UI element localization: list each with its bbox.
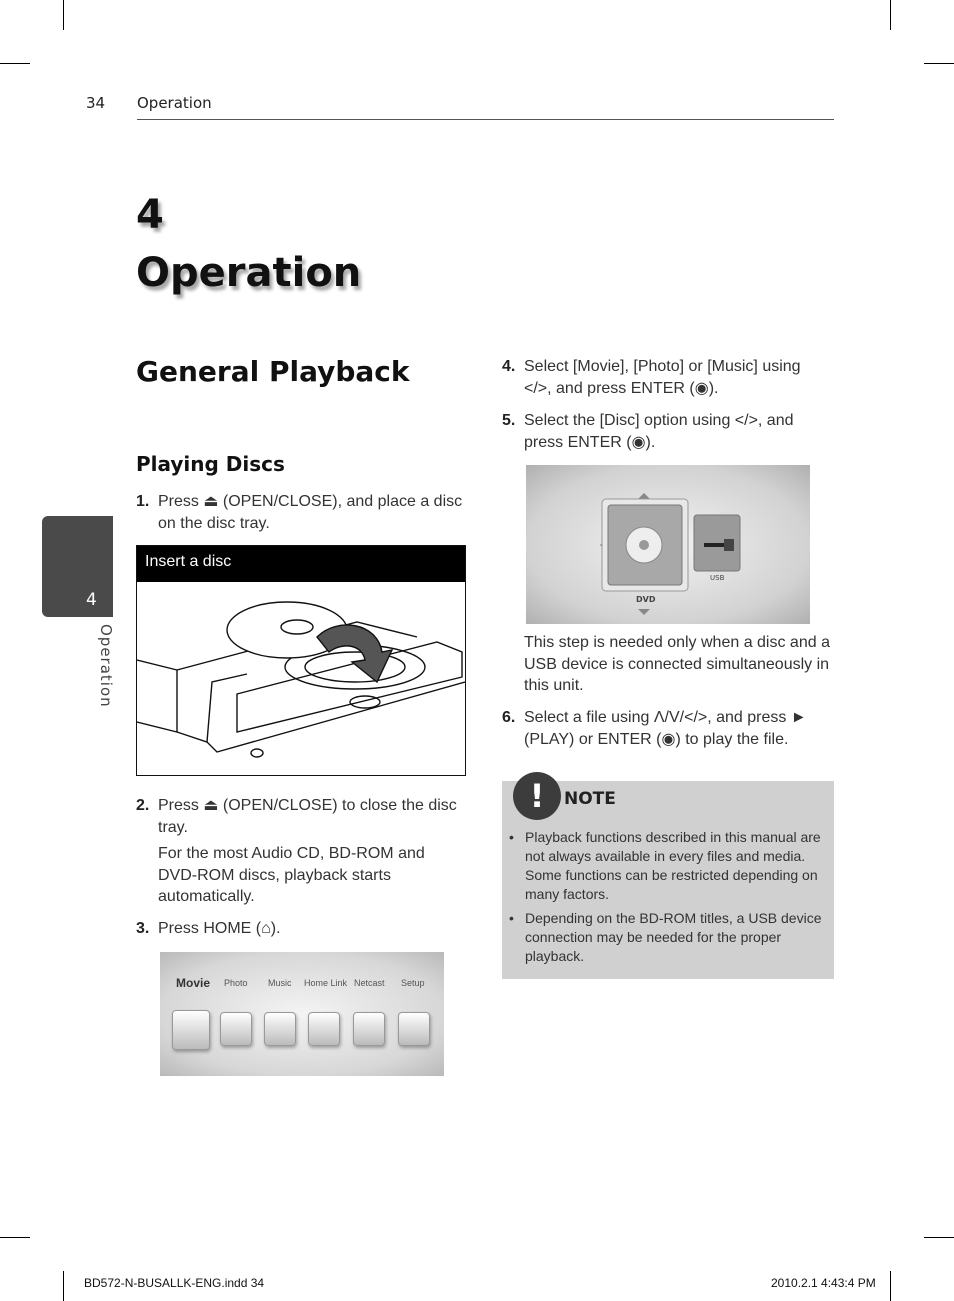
step-5 xyxy=(502,410,832,454)
menu-label-netcast: Netcast xyxy=(354,978,385,988)
bullet-text: Depending on the BD-ROM titles, a USB device connection may be needed for the proper playback. xyxy=(525,910,822,964)
bullet-icon: • xyxy=(509,829,514,845)
header-rule xyxy=(137,119,834,120)
step-5-note: This step is needed only when a disc and a USB device is connected simultaneously in this unit. xyxy=(524,634,830,694)
note-bullet-1 xyxy=(509,828,833,906)
insert-disc-figure xyxy=(136,545,466,776)
disc-select-illustration xyxy=(526,465,810,624)
side-tab-number: 4 xyxy=(86,590,97,610)
step-text: Select [Movie], [Photo] or [Music] using </>, and press ENTER (◉). xyxy=(524,358,801,397)
home-link-icon xyxy=(308,1012,340,1046)
bullet-icon: • xyxy=(509,910,514,926)
music-icon xyxy=(264,1012,296,1046)
exclamation-icon: ! xyxy=(529,777,545,815)
crop-mark xyxy=(0,63,30,64)
step-number: 1. xyxy=(136,493,150,510)
photo-icon xyxy=(220,1012,252,1046)
footer-timestamp: 2010.2.1 4:43:4 PM xyxy=(771,1276,876,1290)
crop-mark xyxy=(890,0,891,30)
bullet-text: Playback functions described in this manual are not always available in every files and media. Some functions can be restricted depending on many factors. xyxy=(525,829,821,902)
step-number: 2. xyxy=(136,797,150,814)
step-text: Press HOME (⌂). xyxy=(158,920,281,937)
usb-label: USB xyxy=(710,574,725,582)
disc-select-screenshot xyxy=(526,465,810,624)
step-text: Select a file using Λ/V/</>, and press ► (PLAY) or ENTER (◉) to play the file. xyxy=(524,709,807,748)
figure-caption: Insert a disc xyxy=(145,553,232,570)
chapter-number: 4 xyxy=(136,192,164,238)
step-number: 3. xyxy=(136,920,150,937)
note-bullet-2 xyxy=(509,909,833,969)
step-6 xyxy=(502,707,832,751)
menu-label-movie: Movie xyxy=(176,976,211,990)
step-text: Press ⏏ (OPEN/CLOSE) to close the disc tray. xyxy=(158,797,457,836)
footer-file: BD572-N-BUSALLK-ENG.indd 34 xyxy=(84,1276,265,1290)
step-number: 5. xyxy=(502,412,516,429)
crop-mark xyxy=(63,1271,64,1301)
step-2-note: For the most Audio CD, BD-ROM and DVD-ROM discs, playback starts automatically. xyxy=(158,845,425,905)
chapter-title: Operation xyxy=(136,250,362,296)
menu-label-home-link: Home Link xyxy=(304,978,348,988)
home-menu-screenshot xyxy=(160,952,444,1076)
crop-mark xyxy=(63,0,64,30)
dvd-label: DVD xyxy=(636,595,656,604)
menu-label-setup: Setup xyxy=(401,978,425,988)
netcast-icon xyxy=(353,1012,385,1046)
subsection-title: Playing Discs xyxy=(136,452,285,476)
menu-label-photo: Photo xyxy=(224,978,248,988)
running-header: Operation xyxy=(137,94,212,112)
crop-mark xyxy=(924,63,954,64)
figure-caption-bar xyxy=(137,546,465,582)
step-number: 4. xyxy=(502,358,516,375)
crop-mark xyxy=(890,1271,891,1301)
step-4 xyxy=(502,356,832,400)
step-1 xyxy=(136,491,466,535)
step-text: Press ⏏ (OPEN/CLOSE), and place a disc on the disc tray. xyxy=(158,493,463,532)
crop-mark xyxy=(924,1237,954,1238)
setup-icon xyxy=(398,1012,430,1046)
step-number: 6. xyxy=(502,709,516,726)
section-title: General Playback xyxy=(136,355,410,388)
note-title: NOTE xyxy=(564,789,616,809)
page-number: 34 xyxy=(86,94,106,112)
step-3 xyxy=(136,918,466,940)
menu-label-music: Music xyxy=(268,978,292,988)
chapter-side-tab xyxy=(42,516,113,617)
crop-mark xyxy=(0,1237,30,1238)
step-2 xyxy=(136,795,466,839)
step-text: Select the [Disc] option using </>, and press ENTER (◉). xyxy=(524,412,794,451)
side-tab-label: Operation xyxy=(97,624,115,708)
movie-icon xyxy=(172,1010,210,1050)
disc-tray-illustration xyxy=(137,582,465,775)
